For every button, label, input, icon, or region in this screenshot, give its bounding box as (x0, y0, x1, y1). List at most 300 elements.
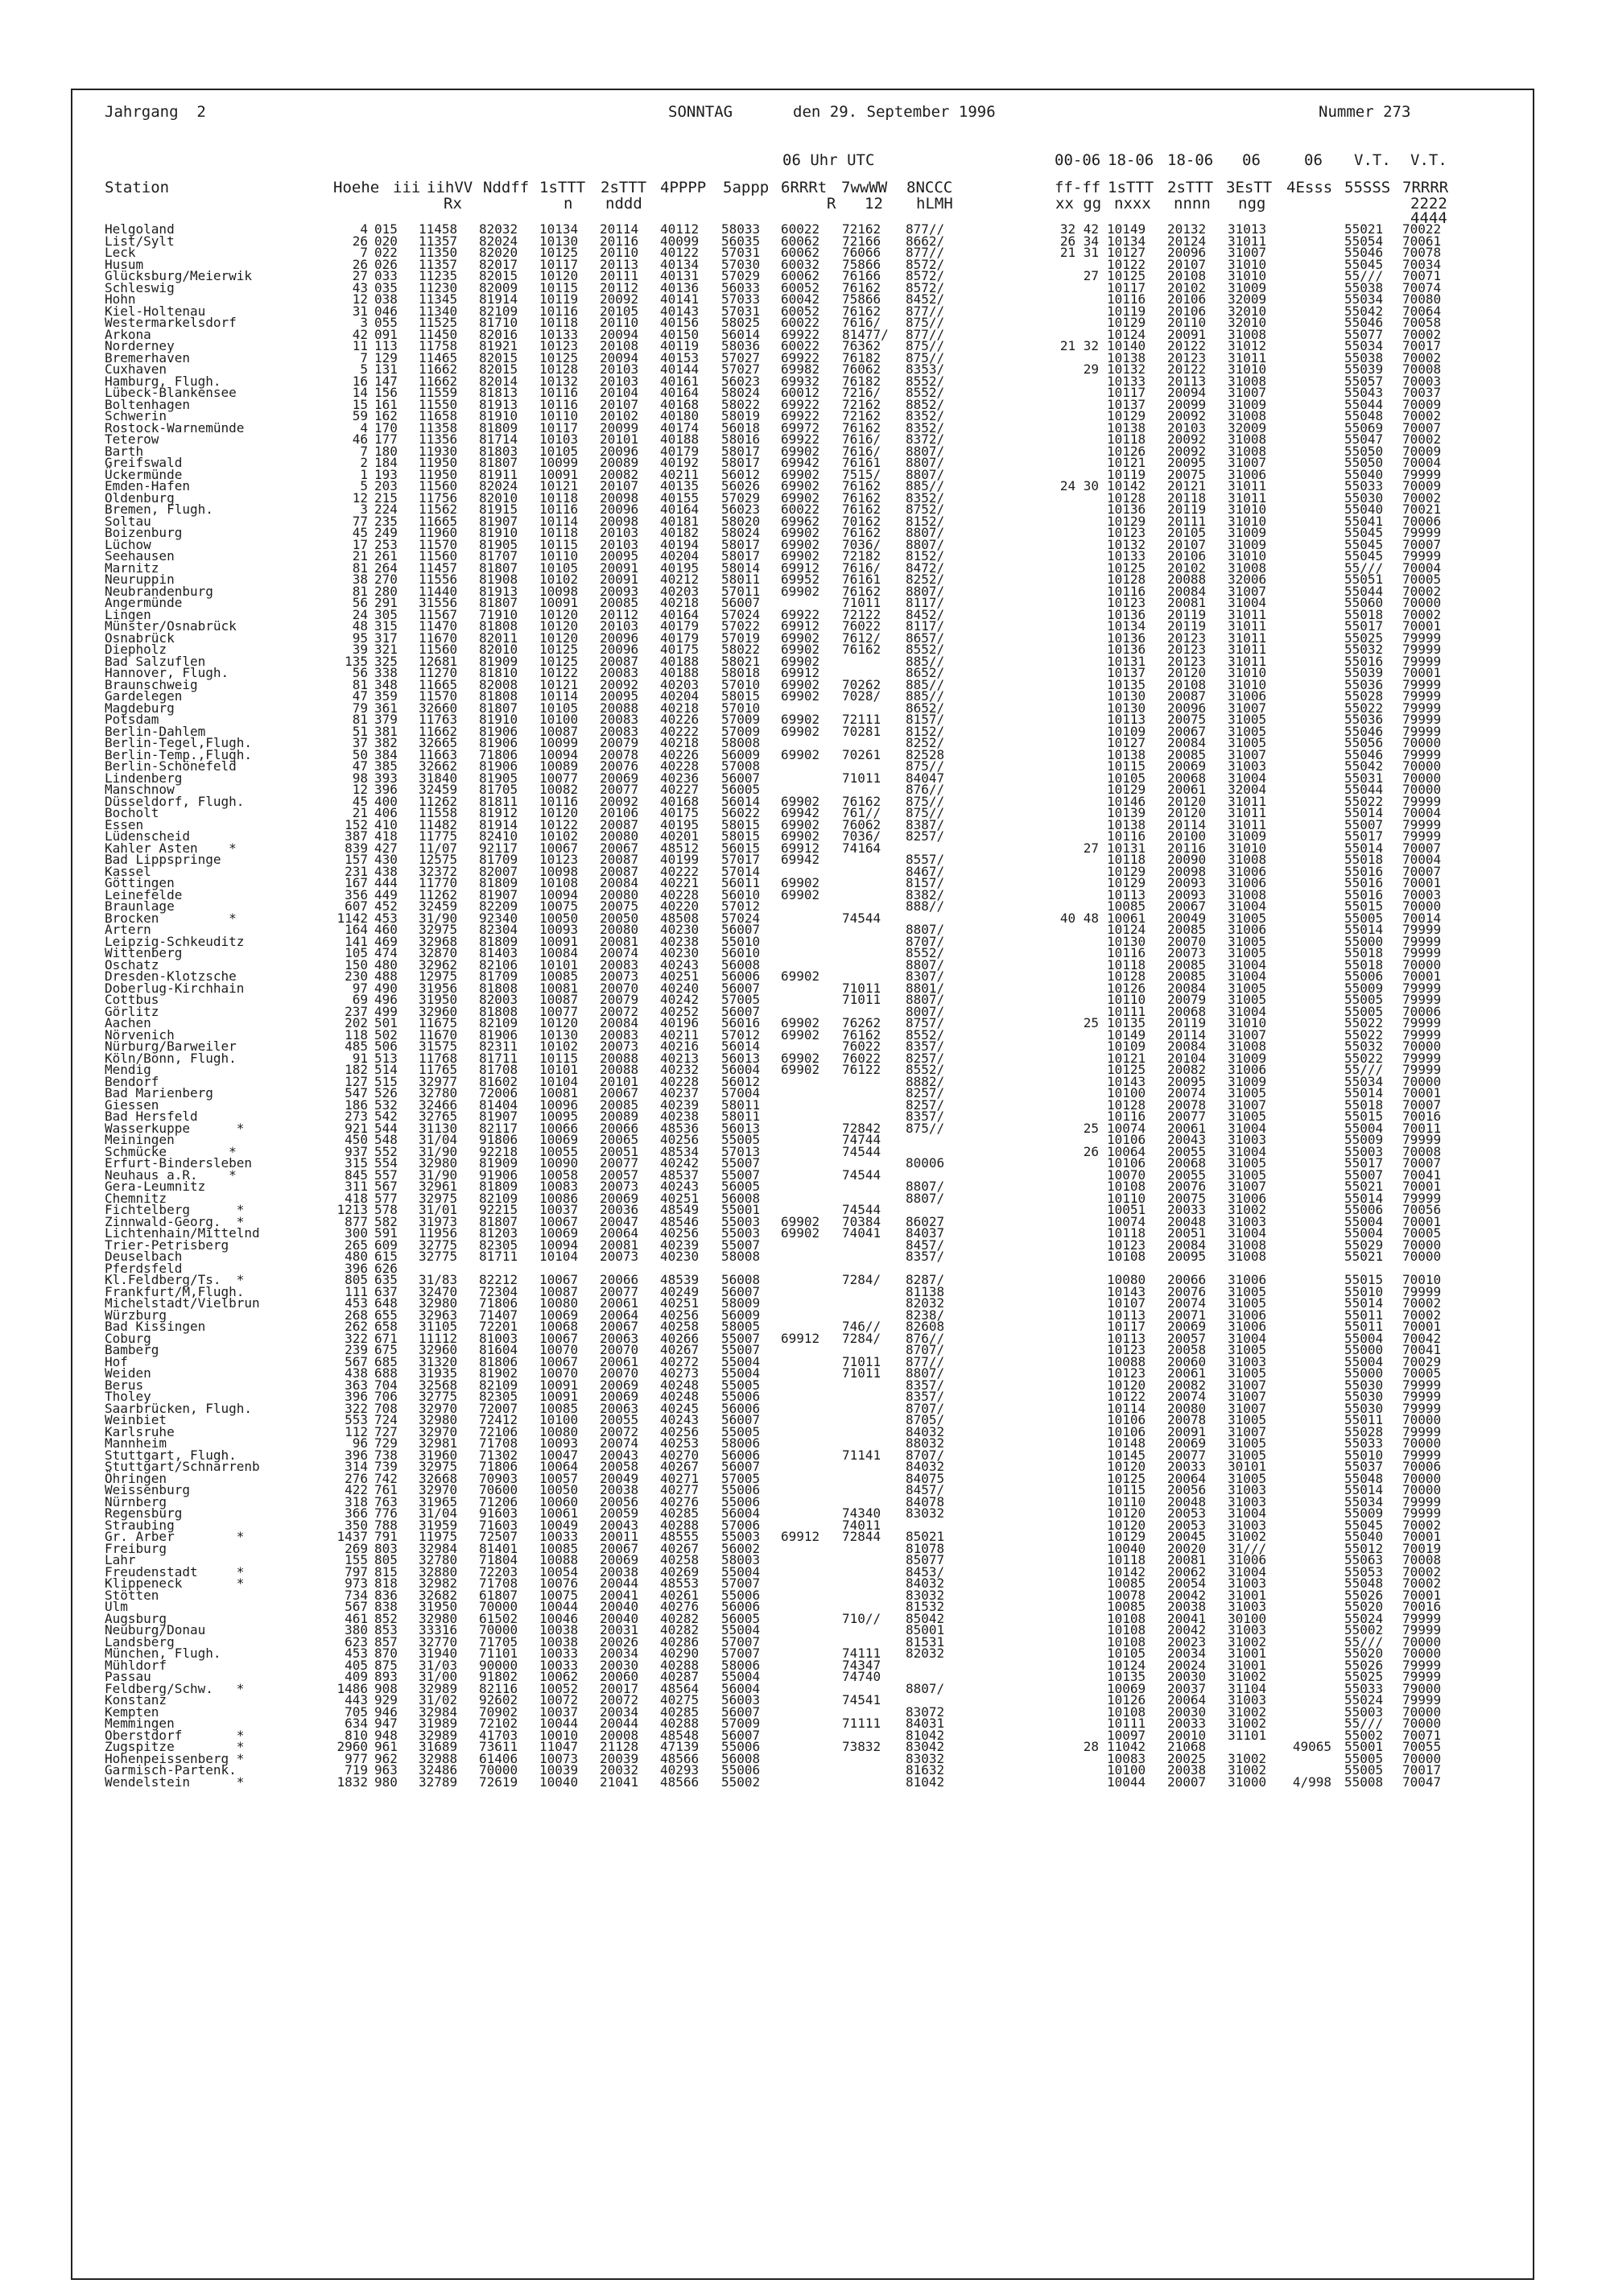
cell-r6: 69972 (781, 419, 820, 436)
t2-period-header: 18-06 (1167, 151, 1214, 169)
cell-t2b: 20110 (1167, 315, 1207, 330)
cell-s5: 55005 (1344, 910, 1384, 926)
cell-t1: 10104 (539, 1073, 579, 1089)
cell-hoehe: 135 (345, 653, 368, 669)
cell-r7: 70005 (1402, 572, 1442, 587)
cell-iihvv: 11262 (419, 793, 458, 809)
cell-station: Görlitz (105, 1003, 159, 1019)
cell-t2: 20058 (600, 1459, 639, 1474)
cell-iii: 215 (374, 489, 398, 506)
cell-e3: 31005 (1228, 910, 1267, 926)
cell-iihvv: 32789 (419, 1774, 458, 1790)
cell-nddff: 81401 (479, 1540, 518, 1556)
cell-nddff: 81807 (479, 455, 518, 470)
cell-t2: 20083 (600, 723, 639, 739)
cell-hoehe: 450 (345, 1132, 368, 1147)
cell-r6: 69902 (781, 828, 820, 844)
cell-t1b: 10097 (1107, 1727, 1146, 1743)
cell-station: Regensburg (105, 1505, 183, 1521)
cell-s5: 55002 (1344, 1622, 1384, 1637)
cell-s5: 55048 (1344, 1575, 1384, 1591)
cell-t1: 10089 (539, 758, 579, 774)
cell-nddff: 72507 (479, 1529, 518, 1544)
cell-t1b: 10137 (1107, 665, 1146, 680)
cell-n8: 8807/ (906, 1179, 945, 1194)
cell-iii: 961 (374, 1739, 398, 1754)
cell-s5: 55033 (1344, 1680, 1384, 1696)
cell-nddff: 70600 (479, 1482, 518, 1497)
cell-e3: 30101 (1228, 1459, 1267, 1474)
cell-iihvv: 32780 (419, 1552, 458, 1567)
cell-t2b: 20123 (1167, 349, 1207, 365)
cell-nddff: 82024 (479, 233, 518, 249)
cell-iihvv: 12681 (419, 653, 458, 669)
cell-a5: 56007 (721, 1727, 761, 1743)
cell-r7: 79999 (1402, 828, 1442, 844)
cell-r6: 60012 (781, 385, 820, 400)
vt2-header: V.T. (1410, 151, 1447, 169)
cell-nddff: 71302 (479, 1447, 518, 1463)
cell-t1: 10104 (539, 1249, 579, 1264)
cell-hoehe: 31 (352, 303, 368, 319)
cell-p4: 48512 (660, 840, 700, 856)
cell-e3: 31003 (1228, 1353, 1267, 1369)
cell-iihvv: 32988 (419, 1750, 458, 1766)
cell-t1b: 10142 (1107, 478, 1146, 493)
cell-t1b: 10138 (1107, 349, 1146, 365)
cell-iihvv: 11482 (419, 816, 458, 832)
cell-t2: 20089 (600, 1109, 639, 1124)
cell-hoehe: 51 (352, 723, 368, 739)
cell-s5: 55014 (1344, 1190, 1384, 1206)
cell-a5: 55005 (721, 1377, 761, 1393)
cell-hoehe: 705 (345, 1703, 368, 1720)
cell-iihvv: 11230 (419, 279, 458, 295)
cell-n8: 8357/ (906, 1389, 945, 1404)
cell-a5: 57009 (721, 1716, 761, 1731)
cell-n8: 81078 (906, 1540, 945, 1556)
cell-n8: 8352/ (906, 419, 945, 436)
cell-r7: 70055 (1402, 1739, 1442, 1754)
cell-s5: 55004 (1344, 1225, 1384, 1241)
cell-a5: 55002 (721, 1774, 761, 1790)
cell-t1: 10110 (539, 548, 579, 564)
cell-a5: 55004 (721, 1353, 761, 1369)
cell-t2: 20055 (600, 1412, 639, 1427)
cell-nddff: 81907 (479, 1109, 518, 1124)
cell-t1: 10122 (539, 665, 579, 680)
cell-iii: 557 (374, 1167, 398, 1183)
cell-station: Landsberg (105, 1633, 175, 1650)
cell-t2b: 20048 (1167, 1493, 1207, 1509)
cell-station: Zinnwald-Georg. * (105, 1213, 245, 1229)
cell-p4: 40196 (660, 1015, 700, 1030)
cell-r6: 69902 (781, 583, 820, 599)
cell-iihvv: 11765 (419, 1062, 458, 1077)
cell-a5: 55004 (721, 1669, 761, 1684)
cell-station: Barth (105, 443, 144, 459)
cell-iii: 177 (374, 432, 398, 447)
cell-s5: 55045 (1344, 256, 1384, 272)
cell-station: Giessen (105, 1096, 159, 1113)
cell-iihvv: 32682 (419, 1587, 458, 1603)
cell-t2b: 20061 (1167, 1120, 1207, 1136)
cell-a5: 55005 (721, 1423, 761, 1439)
cell-r7: 70002 (1402, 583, 1442, 599)
cell-station: Stötten (105, 1587, 159, 1603)
cell-station: Rostock-Warnemünde (105, 419, 245, 436)
cell-e4: 49065 (1292, 1739, 1331, 1754)
cell-r7: 70000 (1402, 782, 1442, 797)
cell-n8: 8007/ (906, 1003, 945, 1019)
cell-s5: 55050 (1344, 443, 1384, 459)
cell-r7: 70006 (1402, 1003, 1442, 1019)
cell-t1: 10050 (539, 1482, 579, 1497)
cell-iihvv: 11562 (419, 502, 458, 517)
cell-e3: 31008 (1228, 1039, 1267, 1054)
cell-t2b: 20084 (1167, 1237, 1207, 1253)
cell-hoehe: 91 (352, 1050, 368, 1066)
cell-iihvv: 31/00 (419, 1669, 458, 1684)
cell-nddff: 72006 (479, 1085, 518, 1101)
cell-t2: 20110 (600, 315, 639, 330)
cell-t2b: 20123 (1167, 630, 1207, 646)
cell-t2b: 20106 (1167, 303, 1207, 319)
cell-t2: 20096 (600, 630, 639, 646)
cell-t2: 20112 (600, 606, 639, 622)
nddff-header: Nddff (483, 179, 530, 196)
cell-t2b: 20090 (1167, 852, 1207, 867)
cell-t1b: 10138 (1107, 419, 1146, 436)
cell-a5: 58022 (721, 396, 761, 412)
cell-a5: 56008 (721, 956, 761, 972)
cell-n8: 8552/ (906, 642, 945, 657)
cell-t2: 20083 (600, 1026, 639, 1043)
cell-s5: 55057 (1344, 373, 1384, 389)
cell-w7: 710// (842, 1610, 881, 1626)
cell-e3: 32009 (1228, 419, 1267, 436)
cell-nddff: 81907 (479, 513, 518, 529)
cell-s5: 55024 (1344, 1610, 1384, 1626)
cell-p4: 40213 (660, 1050, 700, 1066)
cell-p4: 40271 (660, 1470, 700, 1486)
cell-t1: 10070 (539, 1365, 579, 1381)
cell-a5: 55003 (721, 1225, 761, 1241)
cell-w7: 76162 (842, 1026, 881, 1043)
cell-p4: 40256 (660, 1132, 700, 1147)
cell-w7: 76162 (842, 489, 881, 506)
cell-t2b: 20074 (1167, 1085, 1207, 1101)
cell-nddff: 72007 (479, 1400, 518, 1416)
cell-t2: 20096 (600, 502, 639, 517)
cell-e3: 32004 (1228, 782, 1267, 797)
cell-w7: 76066 (842, 245, 881, 260)
cell-t1: 10125 (539, 349, 579, 365)
cell-a5: 58015 (721, 828, 761, 844)
cell-r7: 70041 (1402, 1342, 1442, 1357)
t1b-header: 1sTTT (1108, 179, 1154, 196)
cell-t2b: 20095 (1167, 1073, 1207, 1089)
cell-a5: 58017 (721, 548, 761, 564)
cell-station: Bendorf (105, 1073, 159, 1089)
cell-ff: 32 42 (1059, 221, 1099, 237)
cell-t2b: 20054 (1167, 1575, 1207, 1591)
cell-w7: 75866 (842, 291, 881, 307)
cell-iihvv: 32665 (419, 735, 458, 750)
cell-t2b: 20073 (1167, 945, 1207, 960)
cell-s5: 55046 (1344, 315, 1384, 330)
cell-iihvv: 11567 (419, 606, 458, 622)
cell-s5: 55040 (1344, 466, 1384, 482)
cell-p4: 48537 (660, 1167, 700, 1183)
cell-t1b: 10123 (1107, 1342, 1146, 1357)
cell-e3: 31011 (1228, 642, 1267, 657)
cell-t2: 20095 (600, 688, 639, 704)
cell-station: Bocholt (105, 805, 159, 820)
cell-hoehe: 16 (352, 373, 368, 389)
cell-e3: 31004 (1228, 1330, 1267, 1346)
cell-t1b: 10136 (1107, 502, 1146, 517)
cell-s5: 55033 (1344, 1435, 1384, 1451)
cell-r6: 69912 (781, 840, 820, 856)
cell-t2b: 20041 (1167, 1610, 1207, 1626)
cell-t2b: 20025 (1167, 1750, 1207, 1766)
cell-e3: 31009 (1228, 536, 1267, 552)
cell-iihvv: 32962 (419, 956, 458, 972)
cell-n8: 8652/ (906, 700, 945, 716)
cell-e3: 31005 (1228, 1109, 1267, 1124)
cell-t1: 10052 (539, 1680, 579, 1696)
cell-t1: 10044 (539, 1599, 579, 1614)
cell-r6: 69902 (781, 1062, 820, 1077)
cell-s5: 55003 (1344, 1143, 1384, 1159)
cell-hoehe: 4 (360, 419, 368, 436)
cell-p4: 40181 (660, 513, 700, 529)
cell-n8: 82608 (906, 1319, 945, 1334)
cell-iihvv: 11662 (419, 373, 458, 389)
cell-t2b: 20070 (1167, 933, 1207, 949)
cell-r6: 69902 (781, 793, 820, 809)
cell-hoehe: 977 (345, 1750, 368, 1766)
cell-r6: 69902 (781, 723, 820, 739)
cell-t2: 20107 (600, 396, 639, 412)
cell-iii: 548 (374, 1132, 398, 1147)
cell-hoehe: 24 (352, 606, 368, 622)
cell-iihvv: 11950 (419, 455, 458, 470)
cell-r7: 70002 (1402, 1563, 1442, 1580)
cell-s5: 55025 (1344, 630, 1384, 646)
cell-t2: 20094 (600, 326, 639, 342)
cell-e3: 31002 (1228, 1750, 1267, 1766)
cell-s5: 55014 (1344, 1295, 1384, 1311)
cell-p4: 40267 (660, 1342, 700, 1357)
cell-t2: 20085 (600, 1096, 639, 1113)
cell-t2b: 20010 (1167, 1727, 1207, 1743)
cell-a5: 55007 (721, 1155, 761, 1171)
cell-station: Marnitz (105, 560, 159, 576)
cell-t1b: 10136 (1107, 630, 1146, 646)
cell-r7: 70002 (1402, 1517, 1442, 1533)
cell-nddff: 92602 (479, 1692, 518, 1708)
cell-nddff: 73611 (479, 1739, 518, 1754)
cell-w7: 74744 (842, 1132, 881, 1147)
cell-iii: 480 (374, 956, 398, 972)
cell-station: Manschnow (105, 782, 175, 797)
cell-r6: 60062 (781, 268, 820, 283)
cell-n8: 8552/ (906, 1062, 945, 1077)
cell-t1b: 10128 (1107, 489, 1146, 506)
cell-n8: 8357/ (906, 1109, 945, 1124)
cell-n8: 877// (906, 1353, 945, 1369)
cell-t1b: 10123 (1107, 1237, 1146, 1253)
cell-iii: 552 (374, 1143, 398, 1159)
cell-nddff: 81404 (479, 1096, 518, 1113)
cell-t2: 21128 (600, 1739, 639, 1754)
cell-e3: 31005 (1228, 945, 1267, 960)
cell-t1b: 10127 (1107, 245, 1146, 260)
cell-n8: 8705/ (906, 1412, 945, 1427)
cell-iihvv: 32459 (419, 782, 458, 797)
cell-station: Schmücke * (105, 1143, 237, 1159)
cell-n8: 8807/ (906, 1365, 945, 1381)
cell-t1b: 10118 (1107, 432, 1146, 447)
cell-t2b: 20123 (1167, 653, 1207, 669)
nddd-subheader: nddd (605, 195, 642, 213)
cell-s5: 55016 (1344, 653, 1384, 669)
cell-station: Wittenberg (105, 945, 183, 960)
r4444-subheader: 4444 (1410, 209, 1447, 227)
cell-nddff: 71806 (479, 746, 518, 762)
cell-e3: 31003 (1228, 1482, 1267, 1497)
cell-hoehe: 81 (352, 583, 368, 599)
cell-t1: 10085 (539, 968, 579, 984)
cell-nddff: 70000 (479, 1622, 518, 1637)
cell-iihvv: 11270 (419, 665, 458, 680)
cell-n8: 84031 (906, 1716, 945, 1731)
cell-e3: 31005 (1228, 992, 1267, 1007)
cell-t2: 20066 (600, 1120, 639, 1136)
cell-t2: 20087 (600, 653, 639, 669)
cell-t2b: 20099 (1167, 396, 1207, 412)
cell-t1: 10037 (539, 1202, 579, 1217)
cell-nddff: 81905 (479, 770, 518, 786)
cell-t1b: 10129 (1107, 875, 1146, 890)
cell-n8: 80006 (906, 1155, 945, 1171)
cell-station: Passau (105, 1669, 151, 1684)
cell-t2: 20083 (600, 665, 639, 680)
cell-iihvv: 32982 (419, 1575, 458, 1591)
cell-r7: 70002 (1402, 1295, 1442, 1311)
w12-subheader: 12 (865, 195, 883, 213)
cell-t2: 20034 (600, 1703, 639, 1720)
cell-n8: 85001 (906, 1622, 945, 1637)
cell-r7: 70000 (1402, 1482, 1442, 1497)
cell-hoehe: 805 (345, 1272, 368, 1287)
cell-t1b: 10074 (1107, 1213, 1146, 1229)
cell-nddff: 81809 (479, 1179, 518, 1194)
cell-t1: 10100 (539, 1412, 579, 1427)
cell-t1: 10072 (539, 1692, 579, 1708)
t2b-header: 2sTTT (1167, 179, 1214, 196)
cell-iihvv: 11556 (419, 572, 458, 587)
cell-station: Nürburg/Barweiler (105, 1039, 237, 1054)
cell-n8: 8307/ (906, 968, 945, 984)
cell-w7: 74347 (842, 1657, 881, 1673)
cell-a5: 58003 (721, 1552, 761, 1567)
cell-station: Fichtelberg * (105, 1202, 245, 1217)
cell-w7: 81477/ (842, 326, 889, 342)
cell-s5: 55034 (1344, 291, 1384, 307)
cell-e3: 31006 (1228, 1272, 1267, 1287)
cell-t1: 10094 (539, 1237, 579, 1253)
cell-iihvv: 11357 (419, 256, 458, 272)
cell-e3: 31008 (1228, 560, 1267, 576)
cell-r7: 70000 (1402, 735, 1442, 750)
cell-iihvv: 11356 (419, 432, 458, 447)
cell-p4: 40119 (660, 338, 700, 353)
cell-hoehe: 164 (345, 922, 368, 937)
cell-a5: 55006 (721, 1389, 761, 1404)
cell-w7: 7612/ (842, 630, 881, 646)
cell-e3: 31007 (1228, 1377, 1267, 1393)
cell-t2b: 20048 (1167, 1213, 1207, 1229)
cell-iihvv: 32775 (419, 1237, 458, 1253)
cell-p4: 40288 (660, 1517, 700, 1533)
cell-t2: 20088 (600, 700, 639, 716)
cell-iii: 648 (374, 1295, 398, 1311)
cell-iii: 452 (374, 898, 398, 914)
cell-s5: 55045 (1344, 548, 1384, 564)
cell-e3: 31007 (1228, 1423, 1267, 1439)
cell-p4: 40272 (660, 1353, 700, 1369)
cell-a5: 57005 (721, 1470, 761, 1486)
cell-r6: 60052 (781, 279, 820, 295)
cell-station: Hannover, Flugh. (105, 665, 229, 680)
s5-header: 55SSS (1344, 179, 1391, 196)
cell-s5: 55053 (1344, 1563, 1384, 1580)
cell-iii: 038 (374, 291, 398, 307)
cell-e3: 31002 (1228, 1716, 1267, 1731)
cell-s5: 55000 (1344, 1365, 1384, 1381)
cell-hoehe: 56 (352, 665, 368, 680)
cell-r7: 70001 (1402, 1179, 1442, 1194)
cell-hoehe: 322 (345, 1330, 368, 1346)
cell-t1b: 10040 (1107, 1540, 1146, 1556)
cell-hoehe: 81 (352, 560, 368, 576)
cell-w7: 72162 (842, 221, 881, 237)
cell-nddff: 82109 (479, 1015, 518, 1030)
cell-hoehe: 1832 (336, 1774, 368, 1790)
cell-station: Diepholz (105, 642, 167, 657)
cell-t2: 20092 (600, 676, 639, 692)
cell-r7: 70007 (1402, 1096, 1442, 1113)
cell-iihvv: 32880 (419, 1563, 458, 1580)
cell-iihvv: 32963 (419, 1307, 458, 1323)
cell-t1: 10062 (539, 1669, 579, 1684)
cell-iii: 453 (374, 910, 398, 926)
cell-p4: 48548 (660, 1727, 700, 1743)
cell-w7: 74011 (842, 1517, 881, 1533)
cell-r6: 60032 (781, 256, 820, 272)
cell-ff: 21 31 (1059, 245, 1099, 260)
cell-t1b: 10100 (1107, 1085, 1146, 1101)
cell-t2b: 20024 (1167, 1657, 1207, 1673)
cell-hoehe: 276 (345, 1470, 368, 1486)
cell-t1: 10075 (539, 898, 579, 914)
cell-t1: 10116 (539, 303, 579, 319)
cell-nddff: 82008 (479, 676, 518, 692)
cell-station: Konstanz (105, 1692, 167, 1708)
